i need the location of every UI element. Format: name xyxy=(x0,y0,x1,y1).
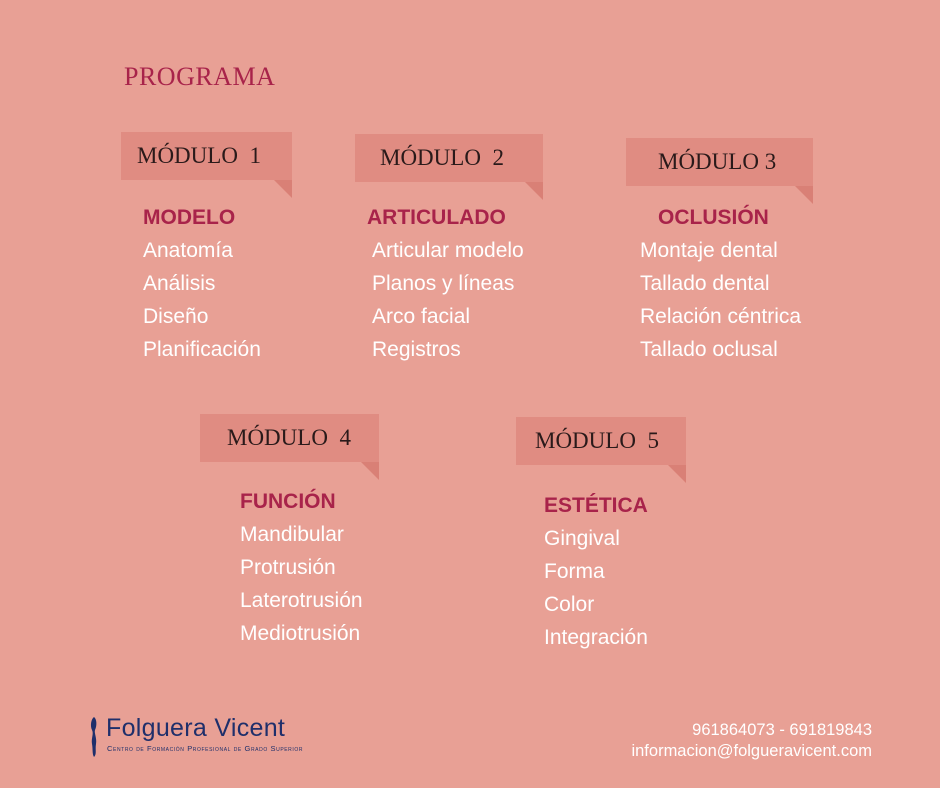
list-item: Color xyxy=(544,593,595,616)
list-item: Montaje dental xyxy=(640,239,778,262)
logo-subtitle: Centro de Formación Profesional de Grado Superior xyxy=(107,744,304,753)
list-item: Integración xyxy=(544,626,648,649)
list-item: Diseño xyxy=(143,305,209,328)
list-item: Relación céntrica xyxy=(640,305,802,328)
list-item: Anatomía xyxy=(143,239,233,262)
list-item: Gingival xyxy=(544,527,620,550)
page-title: PROGRAMA xyxy=(124,62,276,91)
list-item: Planificación xyxy=(143,338,261,361)
module-5-label: MÓDULO 5 xyxy=(535,428,659,453)
contact-phones: 961864073 - 691819843 xyxy=(692,721,872,739)
list-item: Protrusión xyxy=(240,556,336,579)
module-2-tag xyxy=(355,134,543,182)
list-item: Tallado dental xyxy=(640,272,770,295)
module-2-content xyxy=(367,202,524,366)
list-item: Tallado oclusal xyxy=(640,338,778,361)
module-4-content xyxy=(240,486,363,650)
tag-fold-icon xyxy=(525,182,543,200)
tag-fold-icon xyxy=(668,465,686,483)
list-item: Registros xyxy=(372,338,461,361)
list-item: Articular modelo xyxy=(372,239,524,262)
list-item: Mandibular xyxy=(240,523,344,546)
module-1-tag xyxy=(121,132,292,180)
module-5-tag xyxy=(516,417,686,465)
module-4-label: MÓDULO 4 xyxy=(227,425,351,450)
module-1-content xyxy=(143,202,261,366)
contact-block xyxy=(631,720,872,762)
module-3-label: MÓDULO 3 xyxy=(658,149,777,174)
module-5-content xyxy=(544,490,648,654)
contact-email[interactable]: informacion@folgueravicent.com xyxy=(631,742,872,760)
module-1-heading: MODELO xyxy=(143,206,236,229)
logo-figure-icon xyxy=(88,716,100,758)
module-4-tag xyxy=(200,414,379,462)
list-item: Planos y líneas xyxy=(372,272,515,295)
module-5-heading: ESTÉTICA xyxy=(544,494,648,517)
list-item: Laterotrusión xyxy=(240,589,363,612)
list-item: Mediotrusión xyxy=(240,622,361,645)
module-3-tag xyxy=(626,138,813,186)
module-3-content xyxy=(640,202,801,366)
list-item: Arco facial xyxy=(372,305,471,328)
module-2-heading: ARTICULADO xyxy=(367,206,506,229)
tag-fold-icon xyxy=(361,462,379,480)
module-1-label: MÓDULO 1 xyxy=(137,143,261,168)
module-4-heading: FUNCIÓN xyxy=(240,490,336,513)
logo-name: Folguera Vicent xyxy=(106,714,286,742)
list-item: Análisis xyxy=(143,272,216,295)
tag-fold-icon xyxy=(274,180,292,198)
list-item: Forma xyxy=(544,560,605,583)
module-3-heading: OCLUSIÓN xyxy=(658,206,769,229)
module-2-label: MÓDULO 2 xyxy=(380,145,504,170)
